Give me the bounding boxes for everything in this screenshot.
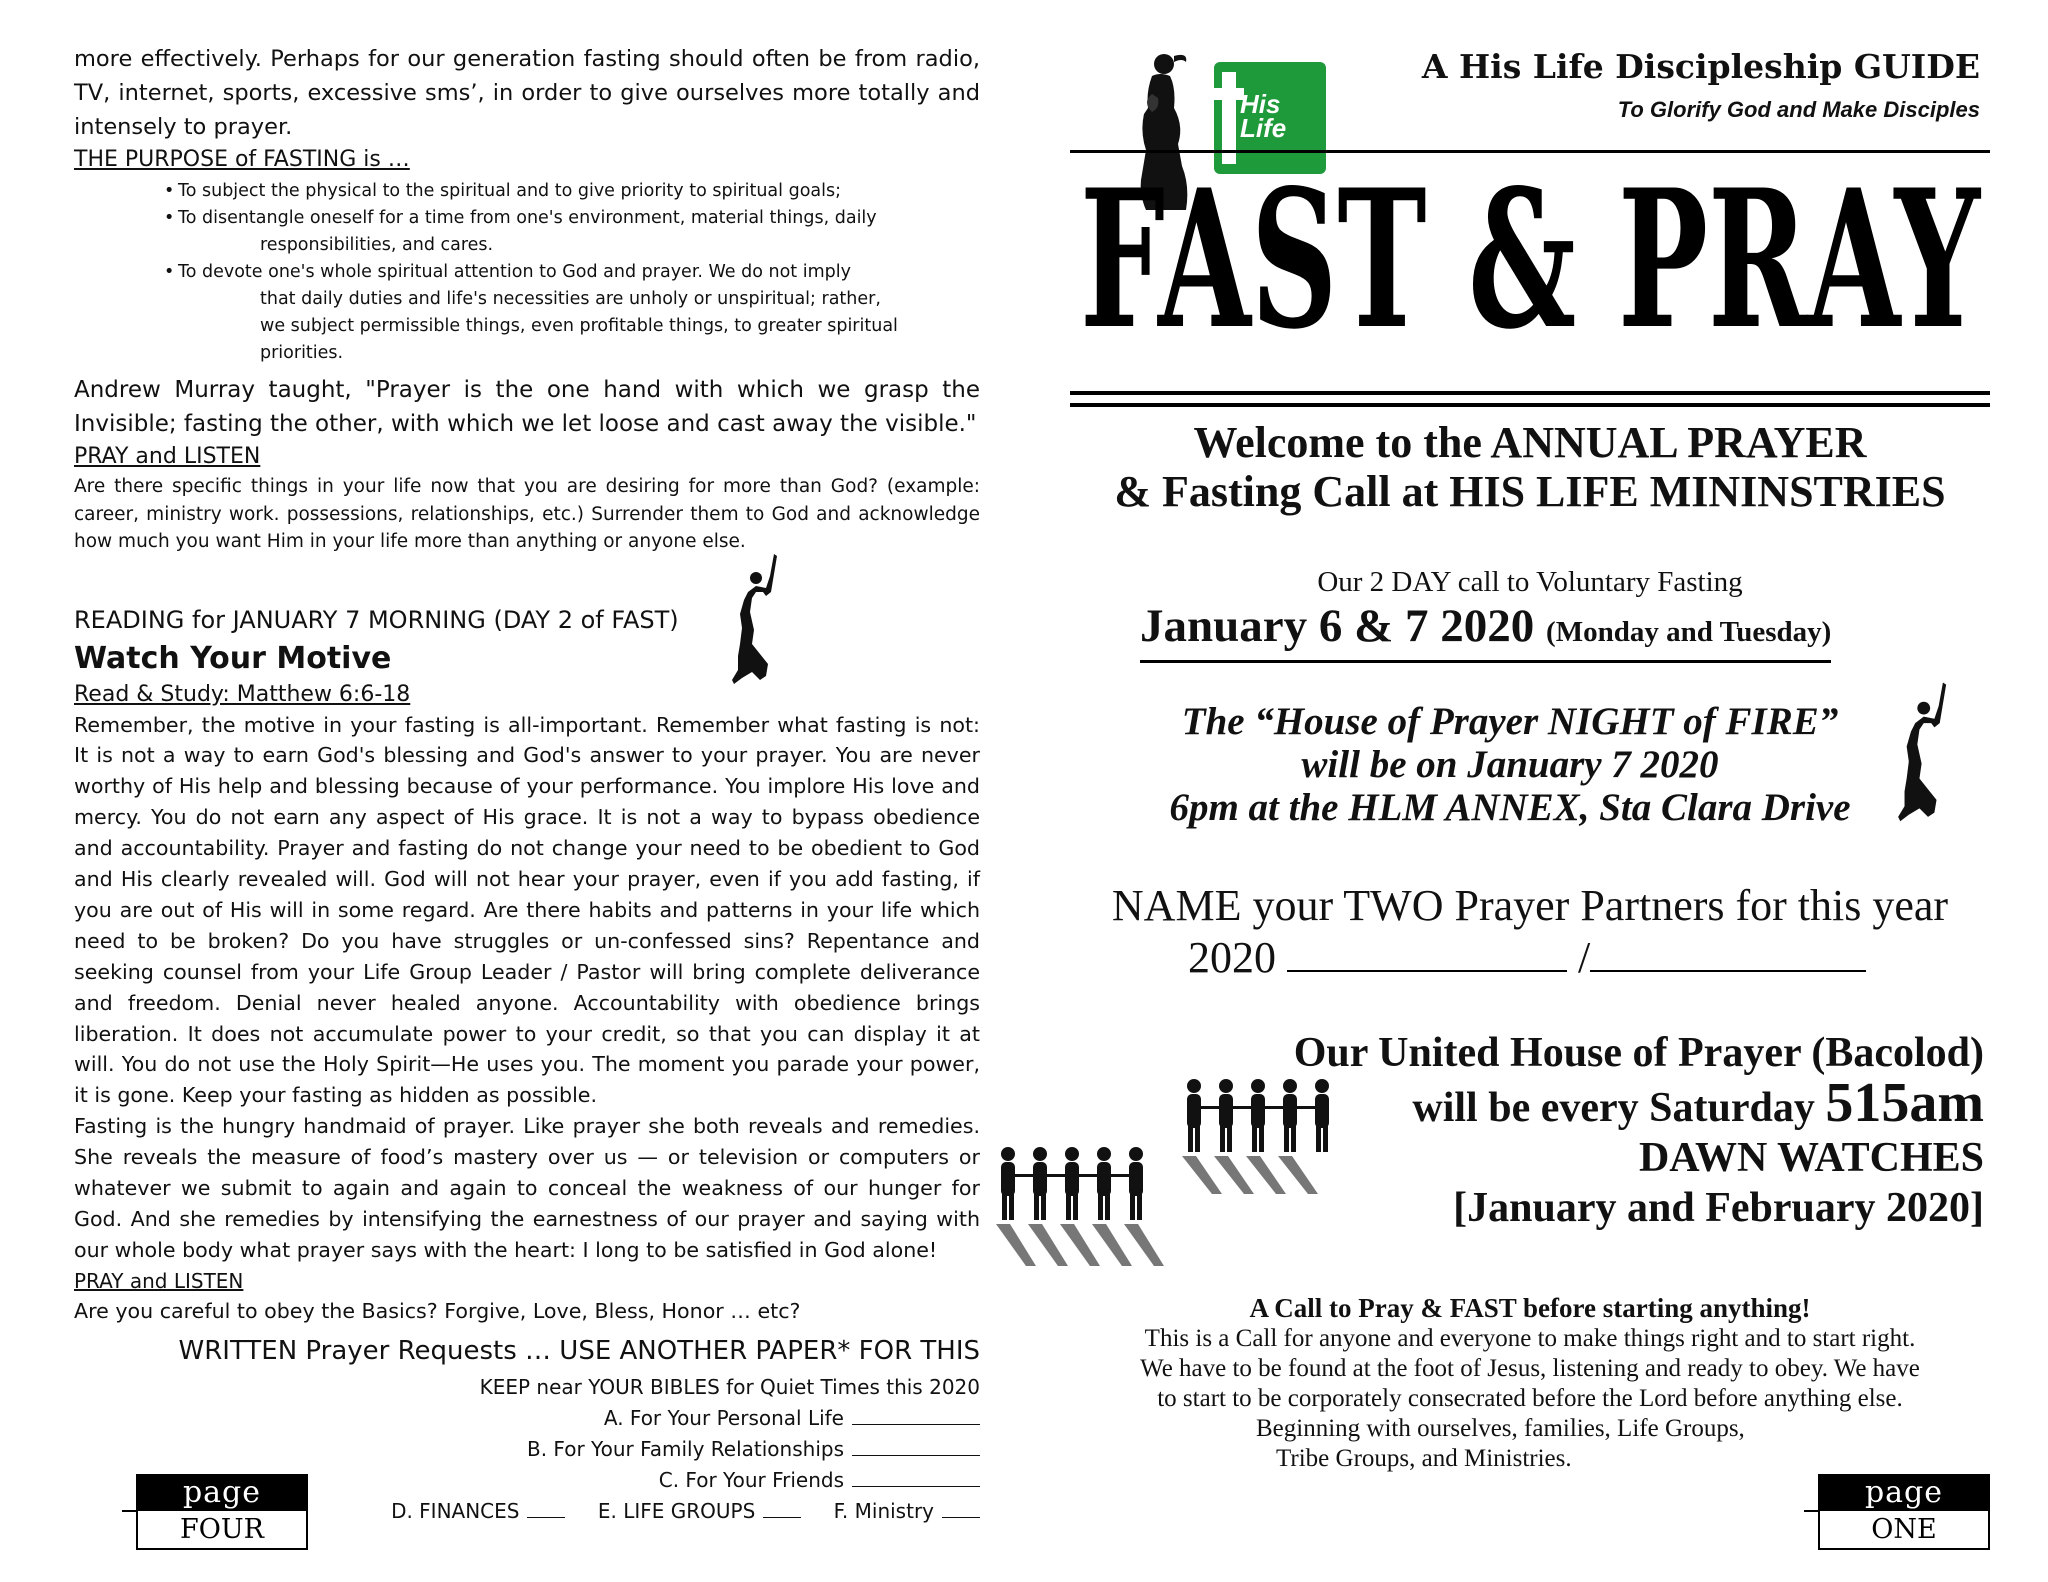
reading-heading: READING for JANUARY 7 MORNING (DAY 2 of FAST) (74, 605, 679, 634)
kneeling-worshipper-icon (1896, 680, 1960, 828)
voluntary-fasting-line: Our 2 DAY call to Voluntary Fasting (1317, 566, 1743, 598)
blank-line[interactable] (852, 1468, 980, 1487)
pray-listen-text: Are you careful to obey the Basics? Forgive, Love, Bless, Honor … etc? (74, 1298, 801, 1323)
request-line: A. For Your Personal Life (74, 1403, 980, 1434)
left-page (74, 42, 980, 1527)
page-number: ONE (1818, 1511, 1990, 1550)
logo-text: Life (1240, 113, 1287, 143)
list-item: • To devote one's whole spiritual attention to God and prayer. We do not imply that daily duties and life's necessities are unholy or unspiritual; rather, we subject permissible things, even profitable things, to greater spiritual priorities. (166, 259, 980, 367)
list-item: • To subject the physical to the spiritual and to give priority to spiritual goals; (166, 178, 980, 205)
divider (1070, 391, 1990, 395)
pray-listen-heading: PRAY and LISTEN (74, 1268, 244, 1293)
partner-name-field[interactable] (1590, 932, 1866, 972)
kneeling-worshipper-icon (730, 552, 790, 690)
request-line: B. For Your Family Relationships (74, 1434, 980, 1465)
call-body: This is a Call for anyone and everyone to make things right and to start right. We have to be found at the foot of Jesus, listening and ready to obey. We have to start to be corporately consecrated before the Lord before anything else. Beginning with ourselves, families, Life Groups, Tribe Groups, and Ministries. (1140, 1325, 1920, 1472)
prayer-partners: NAME your TWO Prayer Partners for this year 2020 / (1111, 881, 1949, 982)
pray-listen-heading: PRAY and LISTEN (74, 444, 261, 469)
reading-reference: Read & Study: Matthew 6:6-18 (74, 681, 411, 707)
blank-line[interactable] (852, 1437, 980, 1456)
night-of-fire-notice: The “House of Prayer NIGHT of FIRE” will be on January 7 2020 6pm at the HLM ANNEX, Sta Clara Drive (1169, 700, 1851, 829)
call-title: A Call to Pray & FAST before starting anything! (1249, 1293, 1811, 1323)
purpose-list (166, 178, 980, 367)
keep-near-line: KEEP near YOUR BIBLES for Quiet Times this 2020 (479, 1374, 980, 1399)
page-tag-four (136, 1474, 308, 1550)
page-label: page (136, 1474, 308, 1511)
main-title (1076, 148, 1984, 348)
request-line: C. For Your Friends (74, 1465, 980, 1496)
blank-line[interactable] (942, 1499, 980, 1518)
guide-subtitle: To Glorify God and Make Disciples (1617, 97, 1980, 122)
purpose-heading: THE PURPOSE of FASTING is … (74, 147, 410, 172)
fasting-dates: January 6 & 7 2020 (Monday and Tuesday) (1140, 598, 1831, 663)
page-label: page (1818, 1474, 1990, 1511)
pray-listen-text: Are there specific things in your life now that you are desiring for more than God? (example: career, ministry work. possessions, relationships, etc.) Surrender them to God and acknowledge how much you want Him in your life more than anything or anyone else. (74, 476, 980, 552)
page-tag-one (1818, 1474, 1990, 1550)
reading-paragraph: Remember, the motive in your fasting is all-important. Remember what fasting is not: It is not a way to earn God's blessing and God's answer to your prayer. You are never worthy of His help and blessing because of your performance. You implore His love and mercy. You do not earn any aspect of His grace. It is not a way to bypass obedience and accountability. Prayer and fasting do not change your need to be obedient to God and His clearly revealed will. God will not hear your prayer, even if you add fasting, if you are out of His will in some regard. Are there habits and patterns in your life which need to be broken? Do you have struggles or un-confessed sins? Repentance and seeking counsel from your Life Group Leader / Pastor will bring complete deliverance and freedom. Denial never healed anyone. Accountability with obedience brings liberation. It does not accumulate power to your credit, so that you can display it at will. You do not use the Holy Spirit—He uses you. The moment you parade your power, it is gone. Keep your fasting as hidden as possible. (74, 712, 980, 1108)
united-house-of-prayer: Our United House of Prayer (Bacolod) will be every Saturday 515am DAWN WATCHES [January and February 2020] (1293, 1030, 1984, 1231)
request-line: D. FINANCES E. LIFE GROUPS F. Ministry (74, 1496, 980, 1527)
reading-title: Watch Your Motive (74, 640, 392, 676)
reading-paragraph: Fasting is the hungry handmaid of prayer. Like prayer she both reveals and remedies. She reveals the measure of food’s mastery over us — or television or computers or whatever we submit to again and again to conceal the weakness of our hunger for God. And she remedies by intensifying the earnestness of our prayer and saying with our whole body what prayer says with the heart: I long to be satisfied in God alone! (74, 1114, 980, 1262)
list-item: • To disentangle oneself for a time from one's environment, material things, daily responsibilities, and cares. (166, 205, 980, 259)
logo-text: His (1240, 89, 1281, 119)
partner-name-field[interactable] (1287, 932, 1567, 972)
guide-title: A His Life Discipleship GUIDE (1421, 47, 1980, 86)
page-number: FOUR (136, 1511, 308, 1550)
divider (1070, 403, 1990, 407)
murray-quote: Andrew Murray taught, "Prayer is the one hand with which we grasp the Invisible; fasting the other, with which we let loose and cast away the visible." (74, 377, 980, 437)
intro-paragraph: more effectively. Perhaps for our generation fasting should often be from radio, TV, internet, sports, excessive sms’, in order to give ourselves more totally and intensely to prayer. (74, 46, 980, 140)
written-requests-heading: WRITTEN Prayer Requests … USE ANOTHER PAPER* FOR THIS (178, 1335, 980, 1366)
blank-line[interactable] (527, 1499, 565, 1518)
blank-line[interactable] (852, 1406, 980, 1425)
main-title-text: FAST & PRAY (1080, 148, 1982, 348)
welcome-heading: Welcome to the ANNUAL PRAYER & Fasting Call at HIS LIFE MININSTRIES (1114, 418, 1946, 516)
blank-line[interactable] (763, 1499, 801, 1518)
